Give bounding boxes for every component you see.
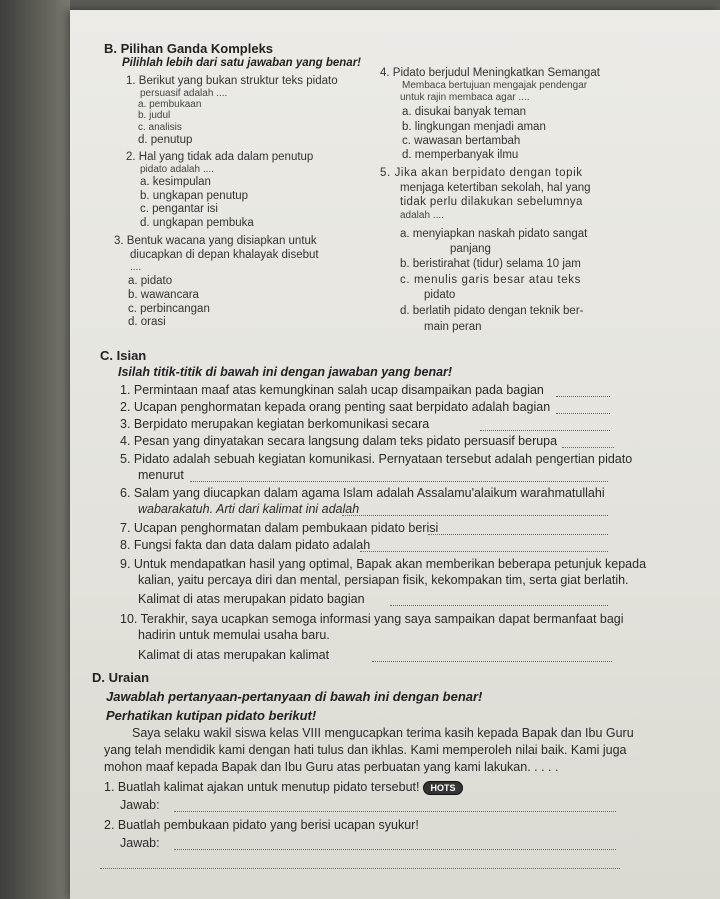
section-b-title: B. Pilihan Ganda Kompleks (104, 41, 274, 56)
quote-line-3: mohon maaf kepada Bapak dan Ibu Guru atas perbuatan yang kami lakukan. . . . . (104, 760, 559, 774)
fill-item-7: 7. Ucapan penghormatan dalam pembukaan pidato berisi (120, 521, 439, 535)
q1-stem: 1. Berikut yang bukan struktur teks pidato (126, 75, 338, 87)
q2-stem-2: pidato adalah .... (140, 164, 214, 175)
q4-option-b: b. lingkungan menjadi aman (402, 121, 546, 133)
jawab-label-1: Jawab: (120, 798, 160, 812)
q3-option-b: b. wawancara (128, 289, 199, 301)
q1-option-d: d. penutup (138, 134, 193, 146)
answer-line-1[interactable] (174, 811, 616, 812)
answer-blank-2[interactable] (556, 413, 610, 414)
hots-badge: HOTS (423, 781, 462, 795)
q4-stem: 4. Pidato berjudul Meningkatkan Semangat (380, 67, 600, 79)
fill-item-2: 2. Ucapan penghormatan kepada orang penting saat berpidato adalah bagian (120, 400, 551, 414)
fill-item-10-cont-2: Kalimat di atas merupakan kalimat (138, 648, 330, 662)
q2-stem: 2. Hal yang tidak ada dalam penutup (126, 151, 314, 163)
q4-stem-2: Membaca bertujuan mengajak pendengar (402, 80, 588, 91)
fill-item-4: 4. Pesan yang dinyatakan secara langsung dalam teks pidato persuasif berupa (120, 434, 558, 448)
q5-option-b: b. beristirahat (tidur) selama 10 jam (400, 258, 581, 270)
q5-stem-3: tidak perlu dilakukan sebelumnya (400, 196, 583, 208)
answer-blank-3[interactable] (480, 430, 610, 431)
answer-blank-8[interactable] (360, 551, 608, 552)
q5-option-a-cont: panjang (450, 243, 491, 255)
q1-option-a: a. pembukaan (138, 99, 202, 110)
background-edge (0, 0, 70, 899)
fill-item-9: 9. Untuk mendapatkan hasil yang optimal, Bapak akan memberikan beberapa petunjuk kepada (120, 557, 647, 571)
q1-stem-2: persuasif adalah .... (140, 88, 228, 99)
section-c-instruction: Isilah titik-titik di bawah ini dengan jawaban yang benar! (118, 365, 453, 379)
answer-blank-1[interactable] (556, 396, 610, 397)
fill-item-9-cont: kalian, yaitu percaya diri dan mental, persiapan fisik, kekompakan tim, serta giat berlatih. (138, 573, 629, 587)
answer-blank-10[interactable] (372, 661, 612, 662)
q3-stem-3: .... (130, 262, 142, 273)
answer-blank-5[interactable] (190, 481, 608, 482)
fill-item-6: 6. Salam yang diucapkan dalam agama Islam adalah Assalamu'alaikum warahmatullahi (120, 486, 605, 500)
fill-item-3: 3. Berpidato merupakan kegiatan berkomunikasi secara (120, 417, 430, 431)
fill-item-5: 5. Pidato adalah sebuah kegiatan komunikasi. Pernyataan tersebut adalah pengertian pidato (120, 452, 633, 466)
section-d-title: D. Uraian (92, 670, 150, 685)
q2-option-d: d. ungkapan pembuka (140, 217, 254, 229)
section-d-subinstruction: Perhatikan kutipan pidato berikut! (106, 708, 317, 723)
answer-line-3[interactable] (100, 868, 620, 869)
q4-option-d: d. memperbanyak ilmu (402, 149, 519, 161)
q5-option-d-cont: main peran (424, 321, 482, 333)
q2-option-a: a. kesimpulan (140, 176, 211, 188)
fill-item-10: 10. Terakhir, saya ucapkan semoga informasi yang saya sampaikan dapat bermanfaat bagi (120, 612, 624, 626)
q3-option-c: c. perbincangan (128, 303, 210, 315)
jawab-label-2: Jawab: (120, 836, 160, 850)
q4-option-a: a. disukai banyak teman (402, 106, 527, 118)
q4-option-c: c. wawasan bertambah (402, 135, 521, 147)
section-b-instruction: Pilihlah lebih dari satu jawaban yang benar! (122, 57, 362, 69)
answer-blank-7[interactable] (428, 534, 608, 535)
q5-option-a: a. menyiapkan naskah pidato sangat (400, 228, 588, 240)
q5-option-c-cont: pidato (424, 289, 456, 301)
fill-item-10-cont: hadirin untuk memulai usaha baru. (138, 628, 330, 642)
section-d-instruction: Jawablah pertanyaan-pertanyaan di bawah ini dengan benar! (106, 689, 483, 704)
fill-item-1: 1. Permintaan maaf atas kemungkinan salah ucap disampaikan pada bagian (120, 383, 544, 397)
answer-blank-9[interactable] (390, 605, 608, 606)
q3-stem-2: diucapkan di depan khalayak disebut (130, 249, 319, 261)
q2-option-b: b. ungkapan penutup (140, 190, 249, 202)
q3-stem: 3. Bentuk wacana yang disiapkan untuk (114, 235, 317, 247)
fill-item-8: 8. Fungsi fakta dan data dalam pidato adalah (120, 538, 371, 552)
q2-option-c: c. pengantar isi (140, 203, 218, 215)
q5-option-c: c. menulis garis besar atau teks (400, 274, 581, 286)
answer-blank-6[interactable] (342, 515, 608, 516)
q5-stem-4: adalah .... (400, 210, 444, 221)
fill-item-5-cont: menurut (138, 468, 184, 482)
essay-q1-text: 1. Buatlah kalimat ajakan untuk menutup pidato tersebut! (104, 780, 420, 794)
answer-line-2[interactable] (174, 849, 616, 850)
essay-q2: 2. Buatlah pembukaan pidato yang berisi ucapan syukur! (104, 818, 419, 832)
q3-option-d: d. orasi (128, 316, 166, 328)
q1-option-c: c. analisis (138, 122, 182, 133)
quote-line-1: Saya selaku wakil siswa kelas VIII mengucapkan terima kasih kepada Bapak dan Ibu Guru (132, 726, 634, 740)
q4-stem-3: untuk rajin membaca agar .... (400, 92, 530, 103)
q1-option-b: b. judul (138, 110, 171, 121)
fill-item-9-cont-2: Kalimat di atas merupakan pidato bagian (138, 592, 365, 606)
answer-blank-4[interactable] (562, 447, 614, 448)
q5-stem-2: menjaga ketertiban sekolah, hal yang (400, 182, 591, 194)
q5-stem: 5. Jika akan berpidato dengan topik (380, 167, 583, 179)
q3-option-a: a. pidato (128, 275, 173, 287)
q5-option-d: d. berlatih pidato dengan teknik ber- (400, 305, 584, 317)
worksheet-page (70, 10, 720, 899)
section-c-title: C. Isian (100, 348, 147, 363)
essay-q1 (104, 780, 463, 795)
fill-item-6-cont: wabarakatuh. Arti dari kalimat ini adalah (138, 502, 360, 516)
quote-line-2: yang telah mendidik kami dengan hati tulus dan ikhlas. Kami memperoleh nilai baik. Kami juga (104, 743, 627, 757)
